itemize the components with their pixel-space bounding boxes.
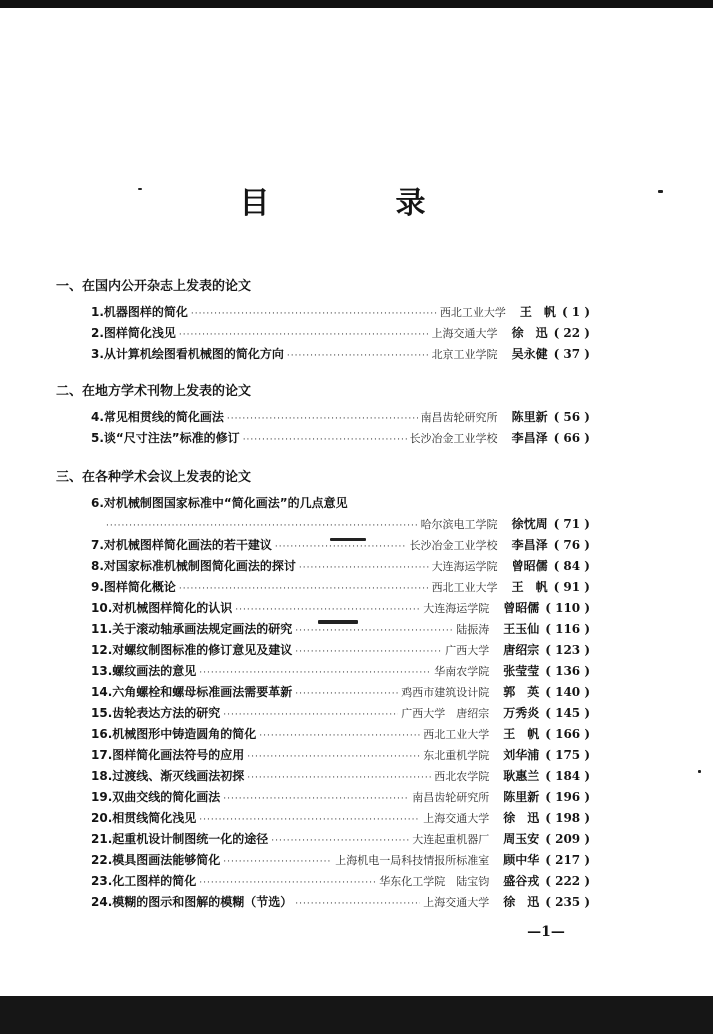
entry-title: 11.关于滚动轴承画法规定画法的研究 [91, 622, 293, 636]
entry-title: 15.齿轮表达方法的研究 [91, 706, 221, 720]
entry-org: 上海交通大学 [431, 327, 498, 340]
section-heading-1: 一、在国内公开杂志上发表的论文 [56, 279, 252, 294]
section-heading-2: 二、在地方学术刊物上发表的论文 [56, 384, 252, 399]
entry-author: 顾中华 [503, 853, 540, 867]
entry-org: 西北工业大学 [439, 306, 506, 319]
dot-leader [223, 857, 332, 867]
dot-leader [191, 309, 437, 319]
entry-title: 2.图样简化浅见 [91, 326, 176, 340]
toc-entry-21 [91, 830, 590, 848]
scan-speck [138, 188, 142, 190]
dot-leader [223, 794, 409, 804]
dot-leader [271, 836, 409, 846]
entry-org: 南昌齿轮研究所 [420, 411, 498, 424]
scan-bottom-edge [0, 996, 713, 1034]
entry-title: 14.六角螺栓和螺母标准画法需要革新 [91, 685, 293, 699]
entry-org: 西北工业大学 [431, 581, 498, 594]
toc-entry-10 [91, 599, 590, 617]
entry-org: 哈尔滨电工学院 [420, 518, 498, 531]
toc-entry-2 [91, 324, 590, 342]
toc-entry-3 [91, 345, 590, 363]
entry-page: ( 37 ) [553, 347, 590, 361]
entry-author: 王 帆 [519, 305, 556, 319]
entry-author: 王 帆 [511, 580, 548, 594]
entry-title: 13.螺纹画法的意见 [91, 664, 197, 678]
toc-entry-24 [91, 893, 590, 911]
toc-entry-16 [91, 725, 590, 743]
entry-org: 上海交通大学 [423, 812, 490, 825]
toc-entry-8 [91, 557, 590, 575]
page-title: 目 录 [239, 186, 474, 221]
entry-author: 张莹莹 [503, 664, 540, 678]
dot-leader [199, 878, 376, 888]
entry-author: 万秀炎 [503, 706, 540, 720]
entry-author: 周玉安 [503, 832, 540, 846]
entry-title: 7.对机械图样简化画法的若干建议 [91, 538, 272, 552]
entry-page: ( 22 ) [553, 326, 590, 340]
entry-author: 唐绍宗 [503, 643, 540, 657]
entry-title: 1.机器图样的简化 [91, 305, 188, 319]
entry-author: 王玉仙 [503, 622, 540, 636]
entry-title: 21.起重机设计制图统一化的途径 [91, 832, 269, 846]
entry-page: ( 166 ) [545, 727, 590, 741]
dot-leader [235, 605, 420, 615]
entry-title: 3.从计算机绘图看机械图的简化方向 [91, 347, 284, 361]
entry-title: 23.化工图样的简化 [91, 874, 197, 888]
dot-leader [299, 563, 429, 573]
entry-title: 8.对国家标准机械制图简化画法的探讨 [91, 559, 296, 573]
entry-org: 东北重机学院 [423, 749, 490, 762]
entry-page: ( 116 ) [545, 622, 590, 636]
dot-leader [259, 731, 420, 741]
dot-leader [106, 521, 418, 531]
toc-entry-9 [91, 578, 590, 596]
entry-title: 18.过渡线、渐灭线画法初探 [91, 769, 245, 783]
entry-org: 西北工业大学 [423, 728, 490, 741]
toc-entry-18 [91, 767, 590, 785]
entry-page: ( 71 ) [553, 517, 590, 531]
entry-title: 22.模具图画法能够简化 [91, 853, 221, 867]
entry-title: 12.对螺纹制图标准的修订意见及建议 [91, 643, 293, 657]
entry-author: 曾昭儒 [503, 601, 540, 615]
scan-smudge [318, 620, 358, 624]
toc-entry-17 [91, 746, 590, 764]
entry-page: ( 198 ) [545, 811, 590, 825]
entry-title: 24.模糊的图示和图解的模糊（节选） [91, 895, 293, 909]
dot-leader [223, 710, 398, 720]
entry-org: 南昌齿轮研究所 [412, 791, 490, 804]
entry-page: ( 84 ) [553, 559, 590, 573]
toc-entry-6 [106, 515, 590, 533]
entry-page: ( 196 ) [545, 790, 590, 804]
entry-author: 徐 迅 [511, 326, 548, 340]
toc-entry-6-title: 6.对机械制图国家标准中“简化画法”的几点意见 [91, 496, 348, 510]
entry-author: 郭 英 [503, 685, 540, 699]
entry-title: 19.双曲交线的简化画法 [91, 790, 221, 804]
entry-page: ( 217 ) [545, 853, 590, 867]
toc-entry-20 [91, 809, 590, 827]
entry-org: 大连起重机器厂 [412, 833, 490, 846]
toc-entry-5 [91, 429, 590, 447]
entry-title: 9.图样简化概论 [91, 580, 176, 594]
dot-leader [275, 542, 407, 552]
entry-org: 北京工业学院 [431, 348, 498, 361]
entry-org: 西北农学院 [434, 770, 490, 783]
entry-org: 华东化工学院 陆宝钧 [379, 875, 490, 888]
entry-author: 徐忱周 [511, 517, 548, 531]
entry-page: ( 136 ) [545, 664, 590, 678]
scan-speck [658, 190, 663, 193]
entry-title: 17.图样简化画法符号的应用 [91, 748, 245, 762]
entry-author: 吴永健 [511, 347, 548, 361]
dot-leader [179, 330, 429, 340]
dot-leader [247, 773, 431, 783]
entry-org: 长沙冶金工业学校 [409, 539, 498, 552]
entry-page: ( 110 ) [545, 601, 590, 615]
entry-title: 5.谈“尺寸注法”标准的修订 [91, 431, 240, 445]
toc-entry-14 [91, 683, 590, 701]
dot-leader [295, 899, 420, 909]
entry-page: ( 56 ) [553, 410, 590, 424]
entry-author: 李昌泽 [511, 538, 548, 552]
entry-page: ( 140 ) [545, 685, 590, 699]
dot-leader [295, 689, 398, 699]
dot-leader [227, 414, 418, 424]
scan-speck [698, 770, 701, 773]
dot-leader [179, 584, 429, 594]
entry-page: ( 235 ) [545, 895, 590, 909]
toc-entry-19 [91, 788, 590, 806]
entry-author: 曾昭儒 [511, 559, 548, 573]
toc-entry-22 [91, 851, 590, 869]
entry-page: ( 123 ) [545, 643, 590, 657]
entry-author: 徐 迅 [503, 811, 540, 825]
entry-author: 徐 迅 [503, 895, 540, 909]
entry-page: ( 66 ) [553, 431, 590, 445]
entry-org: 长沙冶金工业学校 [409, 432, 498, 445]
entry-author: 李昌泽 [511, 431, 548, 445]
entry-org: 广西大学 唐绍宗 [401, 707, 490, 720]
dot-leader [199, 668, 431, 678]
toc-entry-4 [91, 408, 590, 426]
dot-leader [243, 435, 407, 445]
dot-leader [247, 752, 420, 762]
entry-org: 陆振涛 [456, 623, 490, 636]
scan-smudge [330, 538, 366, 541]
toc-entry-15 [91, 704, 590, 722]
entry-page: ( 145 ) [545, 706, 590, 720]
entry-title: 10.对机械图样简化的认识 [91, 601, 233, 615]
toc-entry-23 [91, 872, 590, 890]
entry-page: ( 184 ) [545, 769, 590, 783]
dot-leader [295, 647, 442, 657]
entry-page: ( 91 ) [553, 580, 590, 594]
entry-author: 王 帆 [503, 727, 540, 741]
entry-org: 上海交通大学 [423, 896, 490, 909]
entry-author: 刘华浦 [503, 748, 540, 762]
toc-entry-12 [91, 641, 590, 659]
page-number: —1— [527, 924, 565, 940]
entry-org: 大连海运学院 [431, 560, 498, 573]
toc-entry-1 [91, 303, 590, 321]
entry-title: 4.常见相贯线的简化画法 [91, 410, 224, 424]
entry-page: ( 209 ) [545, 832, 590, 846]
dot-leader [199, 815, 420, 825]
dot-leader [295, 626, 453, 636]
entry-page: ( 76 ) [553, 538, 590, 552]
entry-title: 20.相贯线简化浅见 [91, 811, 197, 825]
entry-page: ( 222 ) [545, 874, 590, 888]
entry-page: ( 175 ) [545, 748, 590, 762]
entry-author: 耿惠兰 [503, 769, 540, 783]
entry-org: 广西大学 [445, 644, 490, 657]
dot-leader [287, 351, 429, 361]
entry-title: 16.机械图形中铸造圆角的简化 [91, 727, 257, 741]
entry-org: 上海机电一局科技情报所标准室 [335, 854, 490, 867]
section-heading-3: 三、在各种学术会议上发表的论文 [56, 470, 252, 485]
entry-page: ( 1 ) [561, 305, 590, 319]
scan-top-edge [0, 0, 713, 8]
entry-org: 鸡西市建筑设计院 [401, 686, 490, 699]
entry-author: 陈里新 [503, 790, 540, 804]
entry-org: 大连海运学院 [423, 602, 490, 615]
toc-entry-13 [91, 662, 590, 680]
entry-author: 盛谷戎 [503, 874, 540, 888]
entry-author: 陈里新 [511, 410, 548, 424]
entry-org: 华南农学院 [434, 665, 490, 678]
